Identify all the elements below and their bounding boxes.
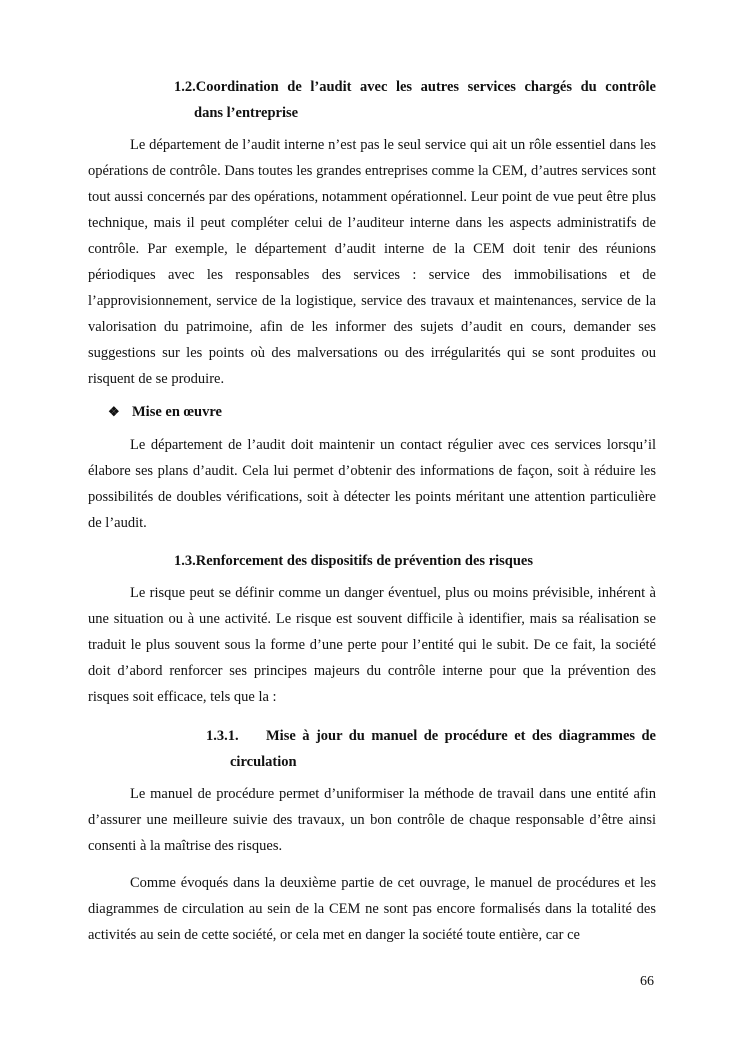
section-heading-1-3: 1.3.Renforcement des dispositifs de prévention des risques [174,553,534,569]
paragraph-mise-en-oeuvre [88,432,656,536]
paragraph-mise-en-oeuvre-text: Le département de l’audit doit maintenir un contact régulier avec ces services lorsqu’il élabore ses plans d’audit. Cela lui permet d’obtenir des informations de façon, soit à réduire les possibilités de doubles vérifications, soit à détecter les points méritant une attention particulière de l’audit. [88,437,656,531]
diamond-bullet-icon: ❖ [108,404,120,419]
bullet-mise-en-oeuvre [108,399,222,425]
page-number: 66 [640,974,654,989]
section-heading-1-2-line2: dans l’entreprise [194,105,299,121]
paragraph-diagrammes [88,870,656,948]
paragraph-risques-text: Le risque peut se définir comme un danger éventuel, plus ou moins prévisible, inhérent à une situation ou à une activité. Le risque est souvent difficile à identifier, mais sa réalisation se traduit le plus souvent sous la forme d’une perte pour l’entité qui le subit. De ce fait, la société doit d’abord renforcer ses principes majeurs du contrôle interne pour que la prévention des risques soit efficace, tels que la : [88,585,656,705]
section-number-1-3-1: 1.3.1. [206,728,239,744]
paragraph-coordination [88,132,656,392]
section-heading-1-3-1-line2: circulation [230,754,297,770]
paragraph-manuel-procedure [88,781,656,859]
paragraph-coordination-text: Le département de l’audit interne n’est pas le seul service qui ait un rôle essentiel dans les opérations de contrôle. Dans toutes les grandes entreprises comme la CEM, d’autres services sont tout aussi concernés par des opérations, notamment opérationnel. Leur point de vue peut être plus technique, mais il peut compléter celui de l’auditeur interne dans les aspects administratifs de contrôle. Par exemple, le département d’audit interne de la CEM doit tenir des réunions périodiques avec les responsables des services : service des immobilisations et de l’approvisionnement, service de la logistique, service des travaux et maintenances, service de la valorisation du patrimoine, afin de les informer des sujets d’audit en cours, demander ses suggestions sur les points où des malversations ou des irrégularités qui se sont produites ou risquent de se produire. [88,137,656,387]
paragraph-diagrammes-text: Comme évoqués dans la deuxième partie de cet ouvrage, le manuel de procédures et les diagrammes de circulation au sein de la CEM ne sont pas encore formalisés dans la totalité des activités au sein de cette société, or cela met en danger la société toute entière, car ce [88,875,656,943]
paragraph-manuel-procedure-text: Le manuel de procédure permet d’uniformiser la méthode de travail dans une entité afin d’assurer une meilleure suivie des travaux, un bon contrôle de chaque responsable d’être ainsi consenti à la maîtrise des risques. [88,786,656,854]
section-heading-1-3-1-line1: Mise à jour du manuel de procédure et des diagrammes de [266,728,656,744]
paragraph-risques [88,580,656,710]
section-heading-1-2-line1: 1.2.Coordination de l’audit avec les autres services chargés du contrôle [174,79,656,95]
bullet-label: Mise en œuvre [132,404,222,420]
